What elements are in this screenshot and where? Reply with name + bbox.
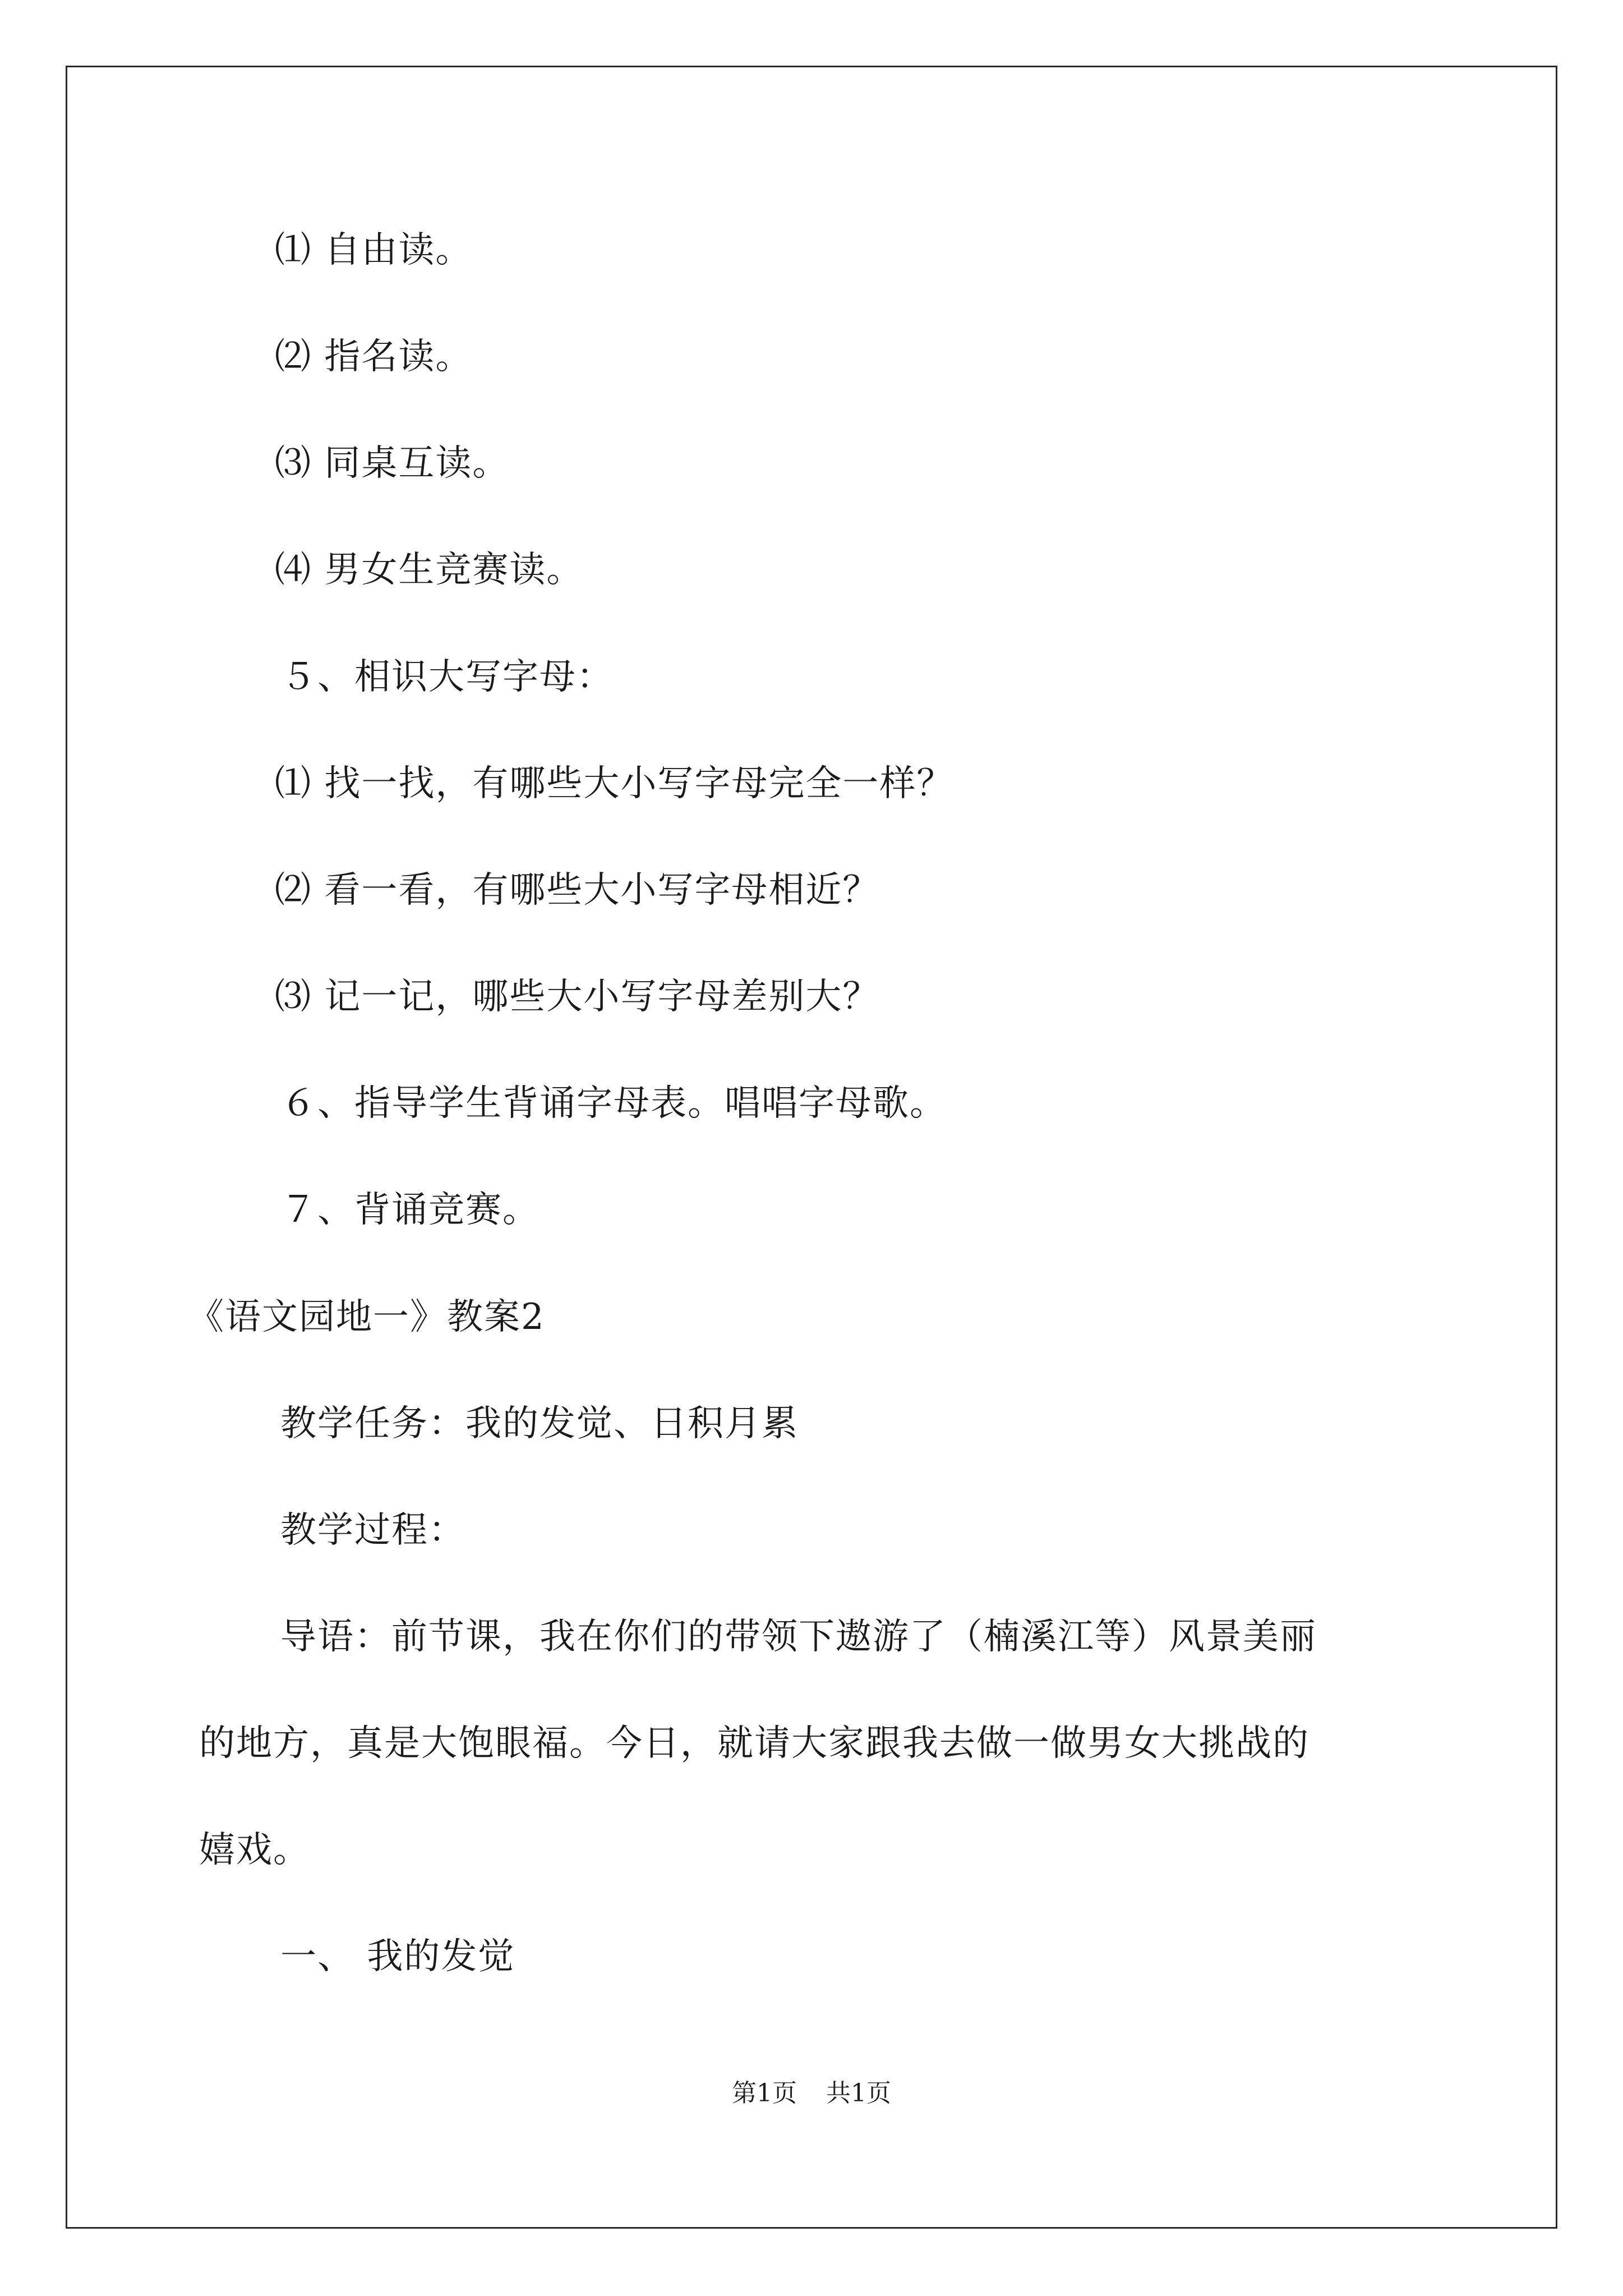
item-deskmate-reading: ⑶ 同桌互读。 [275,443,510,484]
page-total: 共1页 [826,2079,891,2108]
item-free-reading: ⑴ 自由读。 [275,229,473,271]
item-remember-different: ⑶ 记一记，哪些大小写字母差别大？ [275,976,880,1018]
item-named-reading: ⑵ 指名读。 [275,336,473,378]
page-footer [0,2081,1623,2106]
intro-paragraph-line-2: 的地方，真是大饱眼福。今日，就请大家跟我去做一做男女大挑战的 [199,1723,1310,1764]
step-7-heading: ７、背诵竞赛。 [280,1189,540,1231]
intro-paragraph-line-1: 导语：前节课，我在你们的带领下遨游了（楠溪江等）风景美丽 [280,1616,1317,1658]
item-find-similar: ⑵ 看一看，有哪些大小写字母相近？ [275,869,880,911]
step-5-heading: ５、相识大写字母： [280,656,614,698]
section-one-heading: 一、 我的发觉 [280,1936,515,1977]
item-contest-reading: ⑷ 男女生竞赛读。 [275,549,584,591]
page-number: 第1页 [732,2079,797,2108]
item-find-identical: ⑴ 找一找，有哪些大小写字母完全一样？ [275,763,954,804]
page-border [66,66,1557,2229]
intro-paragraph-line-3: 嬉戏。 [199,1829,310,1871]
teaching-process-label: 教学过程： [280,1510,465,1551]
step-6-heading: ６、指导学生背诵字母表。唱唱字母歌。 [280,1083,947,1124]
lesson-plan-title: 《语文园地一》教案2 [188,1296,545,1338]
teaching-task: 教学任务：我的发觉、日积月累 [280,1403,799,1444]
